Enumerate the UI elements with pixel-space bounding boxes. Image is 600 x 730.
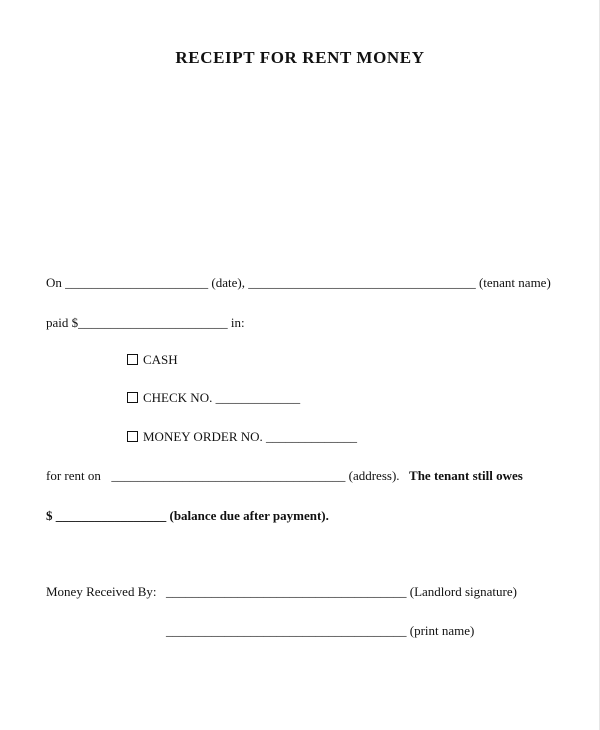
- balance-line: [46, 508, 329, 524]
- money-order-checkbox[interactable]: [127, 431, 138, 442]
- check-option[interactable]: [127, 390, 300, 406]
- print-name-line: [166, 623, 474, 639]
- cash-label: CASH: [143, 352, 178, 367]
- tenant-name-label: (tenant name): [478, 275, 551, 290]
- address-blank[interactable]: ____________________________________: [111, 468, 346, 483]
- signature-blank[interactable]: _____________________________________: [165, 584, 407, 599]
- date-blank[interactable]: ______________________: [65, 275, 209, 290]
- signature-label: (Landlord signature): [409, 584, 517, 599]
- print-name-label: (print name): [409, 623, 475, 638]
- tenant-name-blank[interactable]: ___________________________________: [248, 275, 476, 290]
- print-name-blank[interactable]: _____________________________________: [166, 623, 407, 638]
- cash-checkbox[interactable]: [127, 354, 138, 365]
- rent-address-line: [46, 468, 523, 484]
- address-label: (address).: [348, 468, 400, 483]
- money-order-option[interactable]: [127, 429, 357, 445]
- check-checkbox[interactable]: [127, 392, 138, 403]
- check-label: CHECK NO.: [143, 390, 213, 405]
- cash-option[interactable]: [127, 352, 178, 368]
- check-number-blank[interactable]: _____________: [215, 390, 301, 405]
- date-tenant-line: [46, 275, 551, 291]
- in-label: in:: [230, 315, 245, 330]
- on-label: On: [46, 275, 62, 290]
- still-owes-label: The tenant still owes: [409, 468, 523, 483]
- date-label: (date),: [211, 275, 245, 290]
- dollar-sign: $: [46, 508, 53, 523]
- for-rent-on-label: for rent on: [46, 468, 101, 483]
- paid-label: paid $: [46, 315, 79, 330]
- received-by-label: Money Received By:: [46, 584, 157, 599]
- money-order-number-blank[interactable]: ______________: [266, 429, 358, 444]
- balance-label: (balance due after payment).: [169, 508, 329, 523]
- money-order-label: MONEY ORDER NO.: [143, 429, 263, 444]
- page-title: RECEIPT FOR RENT MONEY: [175, 48, 425, 67]
- balance-blank[interactable]: _________________: [55, 508, 167, 523]
- paid-amount-line: [46, 315, 245, 331]
- amount-blank[interactable]: _______________________: [78, 315, 228, 330]
- landlord-signature-line: [46, 584, 517, 600]
